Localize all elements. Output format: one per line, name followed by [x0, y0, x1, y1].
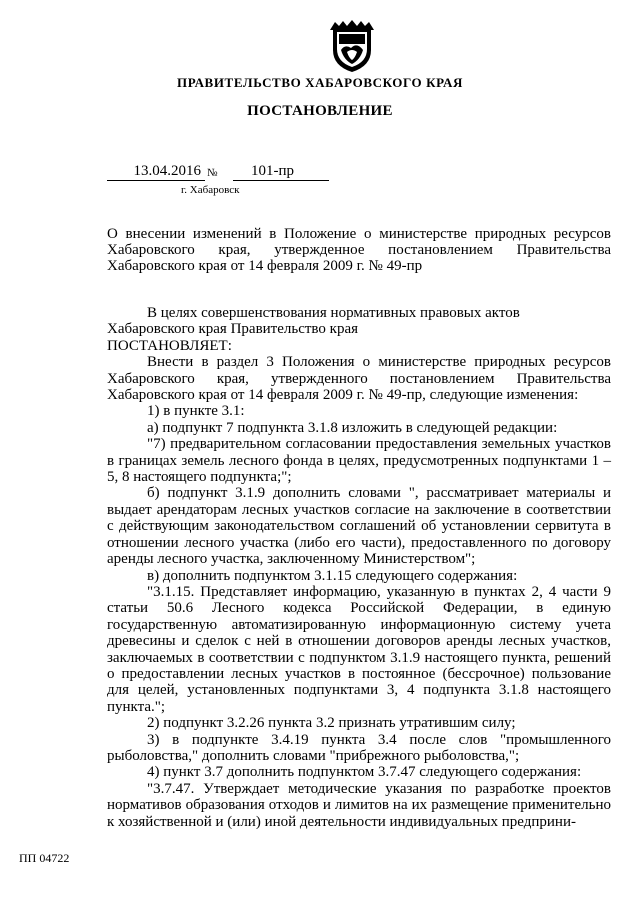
paragraph: а) подпункт 7 подпункта 3.1.8 изложить в следующей редакции:: [147, 419, 558, 436]
resolves: ПОСТАНОВЛЯЕТ:: [107, 337, 232, 354]
page-code: ПП 04722: [19, 851, 70, 865]
coat-of-arms-emblem: [327, 20, 377, 74]
document-subject: О внесении изменений в Положение о министерстве природных ресурсов Хабаровского края, утвержденное постановлением Правительства Хабаровского края от 14 февраля 2009 г. № 49-пр: [107, 226, 611, 274]
preamble: В целях совершенствования нормативных правовых актов Хабаровского края Правительство края: [107, 305, 520, 338]
paragraph: Внести в раздел 3 Положения о министерстве природных ресурсов Хабаровского края, утвержденного постановлением Правительства Хабаровского края от 14 февраля 2009 г. № 49-пр, следующие изменения:: [107, 354, 611, 404]
paragraph: 2) подпункт 3.2.26 пункта 3.2 признать утратившим силу;: [147, 715, 516, 732]
number-sign: №: [207, 167, 218, 179]
organization-title: ПРАВИТЕЛЬСТВО ХАБАРОВСКОГО КРАЯ: [176, 75, 463, 90]
document-date: 13.04.2016: [107, 163, 205, 181]
city: г. Хабаровск: [181, 184, 240, 196]
paragraph: "3.1.15. Представляет информацию, указанную в пунктах 2, 4 части 9 статьи 50.6 Лесного кодекса Российской Федерации, в единую государственную автоматизированную информационную систему учета древесины и сделок с ней в отношении договоров аренды лесных участков, заключаемых в соответствии с подпунктом 3.1.9 настоящего пункта, решений о предоставлении лесных участков в постоянное (бессрочное) пользование для целей, установленных подпунктами 3, 4 подпункта 3.1.8 настоящего пункта.";: [107, 583, 611, 715]
paragraph: "7) предварительном согласовании предоставления земельных участков в границах земель лесного фонда в целях, предусмотренных подпунктами 1 – 5, 8 настоящего подпункта;";: [107, 436, 611, 486]
paragraph: "3.7.47. Утверждает методические указания по разработке проектов нормативов образования отходов и лимитов на их размещение применительно к хозяйственной и (или) иной деятельности индивидуальных предприни-: [107, 780, 611, 830]
paragraph: 3) в подпункте 3.4.19 пункта 3.4 после слов "промышленного рыболовства," дополнить словами "прибрежного рыболовства,";: [107, 731, 611, 764]
paragraph: б) подпункт 3.1.9 дополнить словами ", рассматривает материалы и выдает арендаторам лесных участков согласие на заключение в соответствии с действующим законодательством соглашений об установлении сервитута в отношении лесного участка (либо его части), предоставленного по договору аренды лесного участка, заключенному Министерством";: [107, 485, 611, 568]
document-type: ПОСТАНОВЛЕНИЕ: [247, 103, 393, 119]
paragraph: 1) в пункте 3.1:: [147, 403, 245, 420]
paragraph: 4) пункт 3.7 дополнить подпунктом 3.7.47 следующего содержания:: [147, 764, 582, 781]
document-number: 101-пр: [233, 163, 329, 181]
paragraph: в) дополнить подпунктом 3.1.15 следующего содержания:: [147, 567, 518, 584]
document-body: [107, 305, 611, 830]
